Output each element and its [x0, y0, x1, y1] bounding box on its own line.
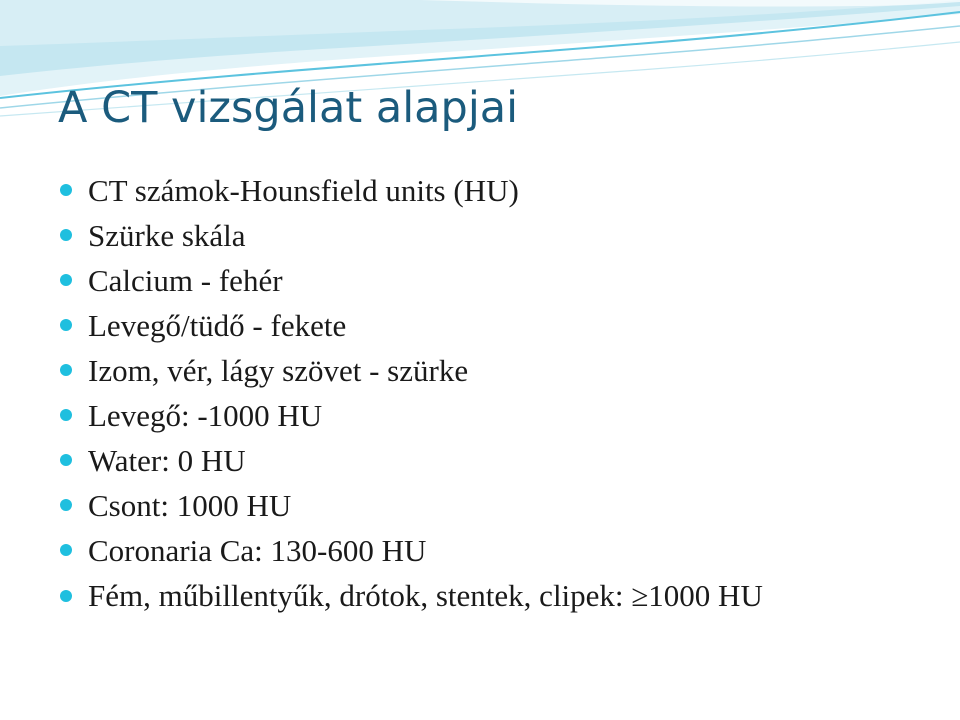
- bullet-item: [60, 577, 920, 615]
- bullet-item: [60, 258, 920, 303]
- bullet-text: Calcium - fehér: [88, 263, 283, 298]
- bullet-item: [60, 528, 920, 573]
- slide-title: A CT vizsgálat alapjai: [58, 83, 519, 133]
- bullet-icon: [60, 590, 72, 602]
- bullet-icon: [60, 364, 72, 376]
- bullet-list: [60, 168, 920, 615]
- bullet-icon: [60, 319, 72, 331]
- bullet-text: Coronaria Ca: 130-600 HU: [88, 533, 427, 568]
- bullet-text: Csont: 1000 HU: [88, 488, 292, 523]
- bullet-text: Izom, vér, lágy szövet - szürke: [88, 353, 469, 388]
- bullet-icon: [60, 454, 72, 466]
- bullet-item: [60, 168, 920, 213]
- bullet-icon: [60, 229, 72, 241]
- bullet-item: [60, 483, 920, 528]
- bullet-icon: [60, 409, 72, 421]
- bullet-text: Levegő: -1000 HU: [88, 398, 323, 433]
- bullet-item: [60, 393, 920, 438]
- bullet-text: Water: 0 HU: [88, 443, 246, 478]
- bullet-text: Szürke skála: [88, 218, 246, 253]
- bullet-item: [60, 303, 920, 348]
- bullet-item: [60, 348, 920, 393]
- bullet-icon: [60, 274, 72, 286]
- bullet-text: Fém, műbillentyűk, drótok, stentek, clipek: ≥1000 HU: [88, 578, 763, 613]
- bullet-icon: [60, 184, 72, 196]
- bullet-text: Levegő/tüdő - fekete: [88, 308, 347, 343]
- bullet-icon: [60, 499, 72, 511]
- bullet-icon: [60, 544, 72, 556]
- bullet-item: [60, 213, 920, 258]
- bullet-item: [60, 438, 920, 483]
- bullet-text: CT számok-Hounsfield units (HU): [88, 173, 519, 208]
